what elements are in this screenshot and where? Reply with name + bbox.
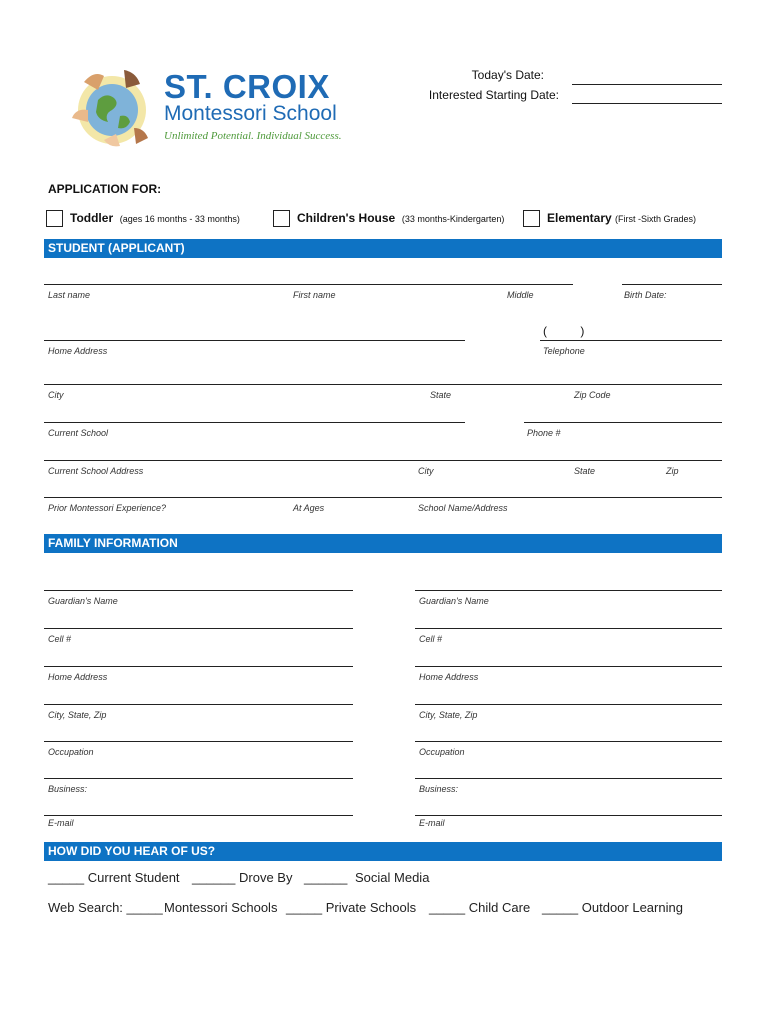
hear-outdoor-learning[interactable]: _____ Outdoor Learning <box>542 900 683 915</box>
birth-date-field[interactable] <box>622 284 722 285</box>
zip-code-label: Zip Code <box>574 390 611 400</box>
guardian1-address-field[interactable] <box>44 666 353 667</box>
student-section-title: STUDENT (APPLICANT) <box>48 241 185 255</box>
hands-globe-icon <box>64 62 160 152</box>
hear-web-search[interactable]: Web Search: _____ <box>48 900 163 915</box>
guardian2-email-label: E-mail <box>419 818 445 828</box>
guardian2-business-label: Business: <box>419 784 459 794</box>
guardian2-address-label: Home Address <box>419 672 479 682</box>
middle-label: Middle <box>507 290 534 300</box>
starting-date-field[interactable] <box>572 103 722 104</box>
childrens-house-option: Children's House (33 months-Kindergarten) <box>297 211 505 225</box>
first-name-label: First name <box>293 290 336 300</box>
guardian1-name-field[interactable] <box>44 590 353 591</box>
school-address-field[interactable] <box>44 460 722 461</box>
phone-paren: ( ) <box>543 324 585 338</box>
school-logo <box>64 62 364 152</box>
current-school-label: Current School <box>48 428 109 438</box>
guardian1-cell-label: Cell # <box>48 634 72 644</box>
guardian1-occupation-field[interactable] <box>44 741 353 742</box>
logo-tagline: Unlimited Potential. Individual Success. <box>164 130 342 142</box>
todays-date-field[interactable] <box>572 84 722 85</box>
birth-date-label: Birth Date: <box>624 290 667 300</box>
guardian2-cell-label: Cell # <box>419 634 443 644</box>
school-phone-label: Phone # <box>527 428 561 438</box>
hear-social-media: Social Media <box>355 870 430 885</box>
guardian2-address-field[interactable] <box>415 666 722 667</box>
guardian1-cell-field[interactable] <box>44 628 353 629</box>
home-address-field[interactable] <box>44 340 465 341</box>
hear-section-title: HOW DID YOU HEAR OF US? <box>48 844 216 858</box>
todays-date-label: Today's Date: <box>471 68 544 82</box>
school-zip-label: Zip <box>666 466 679 476</box>
student-section-bar <box>44 239 722 258</box>
school-name-address-label: School Name/Address <box>418 503 508 513</box>
hear-section-bar <box>44 842 722 861</box>
guardian1-occupation-label: Occupation <box>48 747 94 757</box>
guardian2-occupation-field[interactable] <box>415 741 722 742</box>
guardian1-city-label: City, State, Zip <box>48 710 107 720</box>
toddler-checkbox[interactable] <box>46 210 63 227</box>
last-name-label: Last name <box>48 290 91 300</box>
current-school-field[interactable] <box>44 422 465 423</box>
city-label: City <box>48 390 64 400</box>
telephone-label: Telephone <box>543 346 585 356</box>
guardian2-name-field[interactable] <box>415 590 722 591</box>
telephone-field[interactable] <box>540 340 722 341</box>
home-address-label: Home Address <box>48 346 108 356</box>
guardian2-business-field[interactable] <box>415 778 722 779</box>
guardian2-city-label: City, State, Zip <box>419 710 478 720</box>
school-city-label: City <box>418 466 434 476</box>
prior-experience-label: Prior Montessori Experience? <box>48 503 167 513</box>
at-ages-label: At Ages <box>293 503 325 513</box>
hear-private-schools[interactable]: _____ Private Schools <box>286 900 417 915</box>
hear-social-media-blank[interactable]: ______ <box>304 870 348 885</box>
guardian2-occupation-label: Occupation <box>419 747 465 757</box>
guardian2-email-field[interactable] <box>415 815 722 816</box>
school-address-label: Current School Address <box>48 466 144 476</box>
guardian1-email-label: E-mail <box>48 818 74 828</box>
logo-line1: ST. CROIX <box>164 68 330 105</box>
school-state-label: State <box>574 466 596 476</box>
guardian1-name-label: Guardian's Name <box>48 596 118 606</box>
guardian1-business-label: Business: <box>48 784 88 794</box>
state-label: State <box>430 390 452 400</box>
guardian1-city-field[interactable] <box>44 704 353 705</box>
toddler-option: Toddler (ages 16 months - 33 months) <box>70 211 240 225</box>
school-phone-field[interactable] <box>524 422 722 423</box>
city-state-zip-field[interactable] <box>44 384 722 385</box>
application-heading: APPLICATION FOR: <box>48 182 162 196</box>
family-section-bar <box>44 534 722 553</box>
guardian1-address-label: Home Address <box>48 672 108 682</box>
family-section-title: FAMILY INFORMATION <box>48 536 178 550</box>
prior-experience-field[interactable] <box>44 497 722 498</box>
guardian2-cell-field[interactable] <box>415 628 722 629</box>
guardian2-city-field[interactable] <box>415 704 722 705</box>
guardian1-business-field[interactable] <box>44 778 353 779</box>
hear-child-care[interactable]: _____ Child Care <box>429 900 531 915</box>
logo-line2: Montessori School <box>164 102 337 125</box>
hear-drove-by[interactable]: ______ Drove By <box>192 870 293 885</box>
hear-current-student[interactable]: _____ Current Student <box>48 870 180 885</box>
starting-date-label: Interested Starting Date: <box>428 88 559 102</box>
guardian2-name-label: Guardian's Name <box>419 596 489 606</box>
guardian1-email-field[interactable] <box>44 815 353 816</box>
hear-montessori-schools: Montessori Schools <box>164 900 278 915</box>
elementary-checkbox[interactable] <box>523 210 540 227</box>
childrens-house-checkbox[interactable] <box>273 210 290 227</box>
name-field[interactable] <box>44 284 573 285</box>
elementary-option: Elementary (First -Sixth Grades) <box>547 211 697 225</box>
